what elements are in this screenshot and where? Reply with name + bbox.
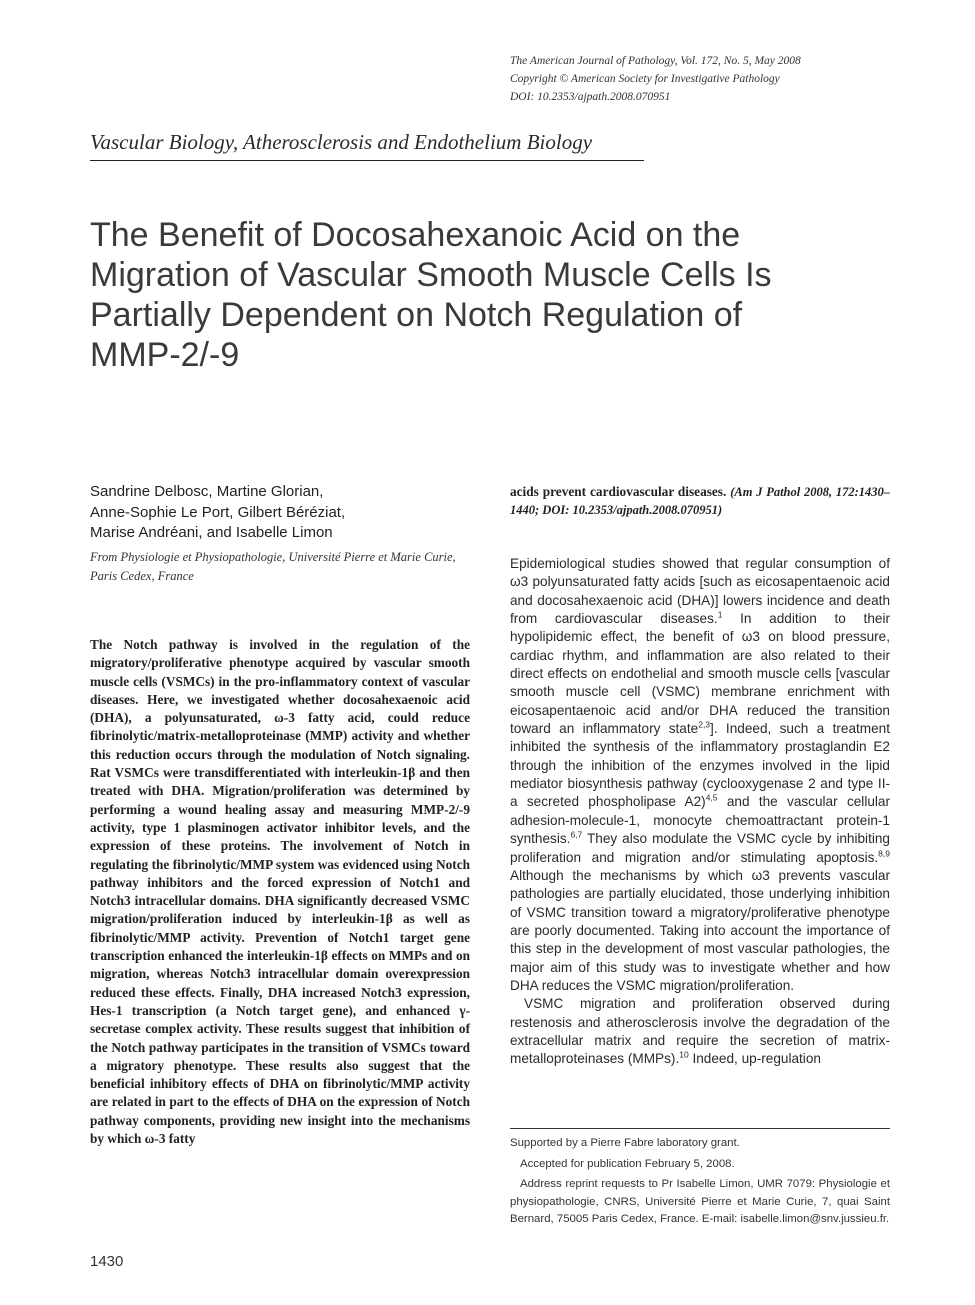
author-line: Marise Andréani, and Isabelle Limon	[90, 524, 333, 541]
title-line: MMP-2/-9	[90, 336, 240, 374]
author-line: Anne-Sophie Le Port, Gilbert Béréziat,	[90, 503, 346, 521]
text-run: In addition to their hypolipidemic effect, the benefit of ω3 on blood pressure, cardiac rhythm, and inflammation are also related to their direct effects on endothelial and smooth muscle cells [vascular smooth muscle cell (VSMC) membrane enrichment with eicosapentaenoic acid and/or DHA reduced the transition toward an inflammatory state	[510, 611, 891, 737]
reference-mark: 8,9	[878, 847, 890, 858]
page-number: 1430	[90, 1253, 124, 1270]
reference-mark: 10	[679, 1049, 689, 1060]
text-run: and the vascular cellular adhesion-molecule-1, monocyte chemoattractant protein-1 synthesis.	[510, 794, 891, 847]
paragraph-1	[510, 555, 890, 995]
affiliation: From Physiologie et Physiopathologie, Université Pierre et Marie Curie, Paris Cedex, France	[90, 550, 456, 583]
footnote-address: Address reprint requests to Pr Isabelle Limon, UMR 7079: Physiologie et physiopathologie, CNRS, Université Pierre et Marie Curie, 7, quai Saint Bernard, 75005 Paris Cedex, France. E-mail: isabelle.limon@snv.jussieu.fr.	[510, 1178, 890, 1225]
text-run: ]. Indeed, such a treatment inhibited the synthesis of the inflammatory prostaglandin E2 through the inhibition of the enzymes involved in the lipid mediator biosynthesis pathway (cyclooxygenase 2 and type II-a secreted phospholipase A2)	[510, 721, 890, 810]
text-run: VSMC migration and proliferation observed during restenosis and atherosclerosis involve the degradation of the extracellular matrix and require the secretion of matrix-metalloproteinases (MMPs).	[510, 996, 890, 1067]
title-line: The Benefit of Docosahexanoic Acid on the	[90, 216, 741, 254]
section-heading: Vascular Biology, Atherosclerosis and Endothelium Biology	[90, 130, 593, 154]
paragraph-2	[510, 995, 890, 1068]
abstract-continuation	[510, 483, 890, 519]
body-text	[510, 555, 890, 1069]
author-line: Sandrine Delbosc, Martine Glorian,	[90, 483, 324, 500]
reference-mark: 2,3	[698, 719, 711, 730]
footnote-grant: Supported by a Pierre Fabre laboratory grant.	[510, 1137, 740, 1149]
text-run: Although the mechanisms by which ω3 prevents vascular pathologies are partially elucidated, those underlying inhibition of VSMC transition toward a migratory/proliferative phenotype are poorly documented. Taking into account the importance of this step in the development of most vascular pathologies, the major aim of this study was to investigate whether and how DHA reduces the VSMC migration/proliferation.	[510, 867, 890, 993]
reference-mark: 6,7	[570, 829, 583, 840]
journal-header	[510, 52, 910, 106]
article-title	[90, 215, 890, 375]
abstract-citation: (Am J Pathol 2008, 172:1430–1440; DOI: 10.2353/ajpath.2008.070951)	[510, 485, 890, 517]
text-run: Epidemiological studies showed that regular consumption of ω3 polyunsaturated fatty acids [such as eicosapentaenoic acid and docosahexaenoic acid (DHA)] lowers incidence and death from cardiovascular diseases.	[510, 556, 890, 627]
abstract-text: The Notch pathway is involved in the regulation of the migratory/proliferative phenotype acquired by vascular smooth muscle cells (VSMCs) in the pro-inflammatory context of vascular diseases. Here, we investigated whether docosahexaenoic acid (DHA), a polyunsaturated, ω-3 fatty acid, could reduce fibrinolytic/matrix-metalloproteinase (MMP) activity and whether this reduction occurs through the modulation of Notch signaling. Rat VSMCs were transdifferentiated with interleukin-1β and then treated with DHA. Migration/proliferation was determined by performing a wound healing assay and measuring MMP-2/-9 activity, type 1 plasminogen activator inhibitor levels, and the expression of these proteins. The involvement of Notch in regulating the fibrinolytic/MMP system was evidenced using Notch pathway inhibitors and the forced expression of Notch1 and Notch3 intracellular domains. DHA significantly decreased VSMC migration/proliferation induced by interleukin-1β as well as fibrinolytic/MMP activity. Prevention of Notch1 target gene transcription enhanced the interleukin-1β effects on MMPs and on migration, whereas Notch3 intracellular domain overexpression reduced these effects. Finally, DHA increased Notch3 expression, Hes-1 transcription (a Notch target gene), and enhanced γ-secretase complex activity. These results suggest that inhibition of the Notch pathway participates in the transition of VSMCs toward a migratory phenotype. These results also suggest that the beneficial inhibitory effects of DHA on fibrinolytic/MMP activity are related in part to the effects of DHA on the expression of Notch pathway components, providing new insight into the mechanisms by which ω-3 fatty	[90, 637, 470, 1147]
reference-mark: 1	[717, 609, 723, 620]
text-run: They also modulate the VSMC cycle by inhibiting proliferation and migration and/or stimulating apoptosis.	[510, 831, 890, 865]
footnote-accepted: Accepted for publication February 5, 2008.	[520, 1157, 735, 1170]
abstract-end: acids prevent cardiovascular diseases.	[510, 484, 727, 499]
section-rule	[90, 160, 644, 161]
reference-mark: 4,5	[705, 792, 718, 803]
footnote-rule	[510, 1128, 890, 1129]
author-list	[90, 482, 490, 544]
title-line: Partially Dependent on Notch Regulation of	[90, 296, 743, 334]
journal-doi: DOI: 10.2353/ajpath.2008.070951	[510, 91, 671, 103]
journal-citation: The American Journal of Pathology, Vol. 172, No. 5, May 2008	[510, 55, 801, 67]
footnotes	[510, 1135, 890, 1232]
title-line: Migration of Vascular Smooth Muscle Cells Is	[90, 256, 772, 294]
text-run: Indeed, up-regulation	[688, 1051, 821, 1067]
journal-copyright: Copyright © American Society for Investigative Pathology	[510, 73, 780, 85]
